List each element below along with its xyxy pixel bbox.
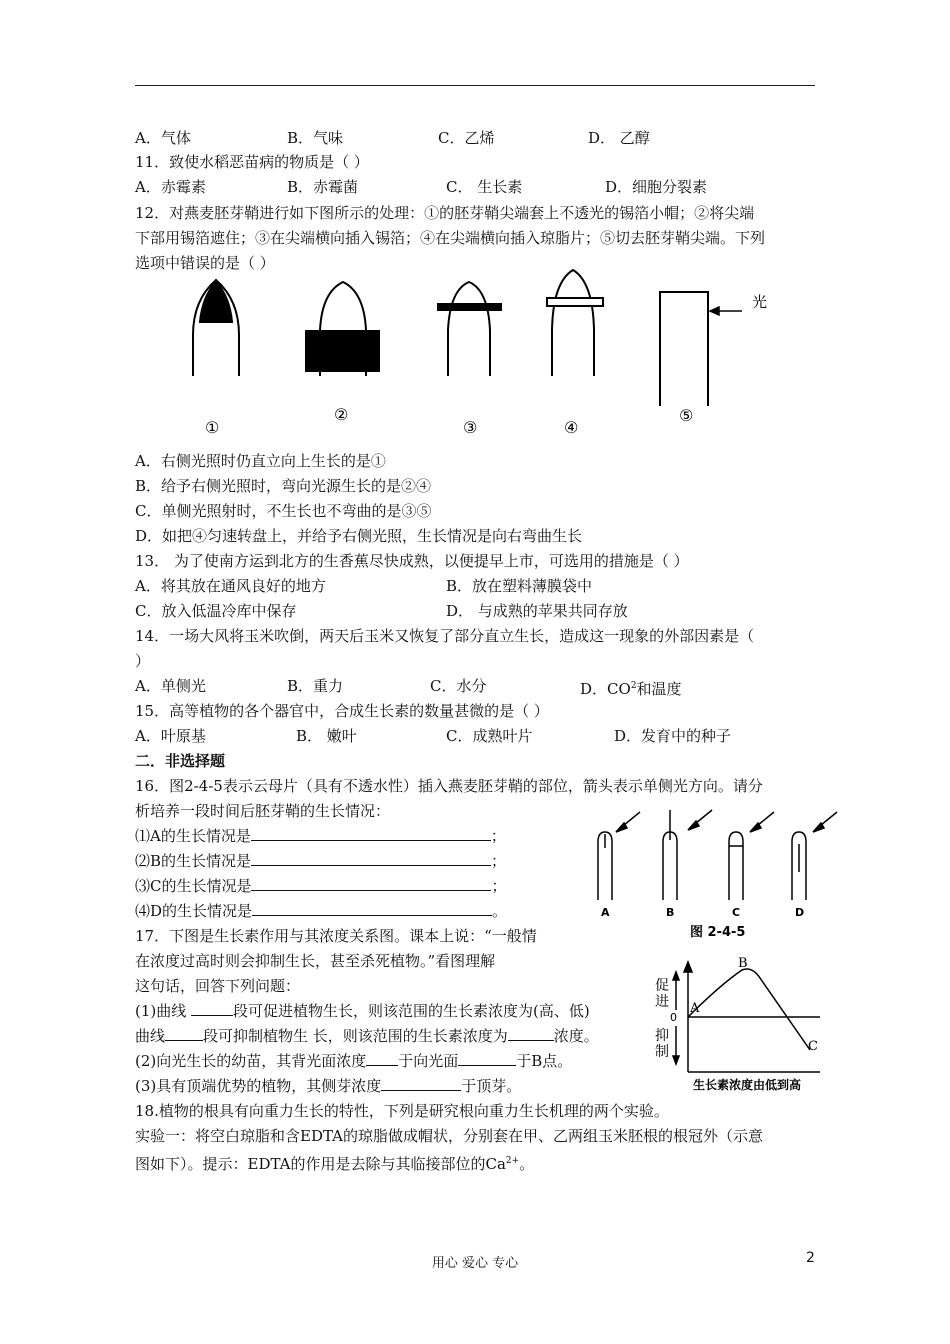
q12-option-c: C．单侧光照射时，不生长也不弯曲的是③⑤ [135, 502, 432, 520]
q16-item-a-end: ； [490, 827, 506, 845]
q17-p3a: (3)具有顶端优势的植物，其侧芽浓度 [135, 1077, 382, 1095]
q14-option-a: A．单侧光 [135, 677, 206, 695]
q14-option-c: C．水分 [430, 677, 487, 695]
q17-p1d: 段可抑制植物生 长，则该范围的生长素浓度为 [203, 1027, 508, 1045]
q17-p2a: (2)向光生长的幼苗，其背光面浓度 [135, 1052, 367, 1070]
q11-option-b: B．赤霉菌 [287, 178, 359, 196]
figure-label-3: ③ [463, 418, 478, 437]
q13-option-b: B．放在塑料薄膜袋中 [446, 577, 593, 595]
q12-option-b: B．给予右侧光照时，弯向光源生长的是②④ [135, 477, 432, 495]
figure-label-5: ⑤ [679, 406, 694, 425]
ca-superscript: 2+ [505, 1156, 520, 1166]
q17-p1b: 段可促进植物生长，则该范围的生长素浓度为(高、低) [233, 1002, 590, 1020]
fig-letter-b: B [666, 906, 675, 919]
fig-caption: 图 2-4-5 [690, 925, 746, 940]
q15-option-c: C．成熟叶片 [446, 727, 533, 745]
figure-label-1: ① [205, 418, 220, 437]
q17-p3b: 于顶芽。 [461, 1077, 522, 1095]
q15-option-d: D．发育中的种子 [614, 727, 732, 745]
q16-stem-line1: 16．图2-4-5表示云母片（具有不透水性）插入燕麦胚芽鞘的部位，箭头表示单侧光方向。请分 [135, 777, 763, 795]
q17-p1a: (1)曲线 [135, 1002, 192, 1020]
q15-stem: 15．高等植物的各个器官中，合成生长素的数量甚微的是（ ） [135, 702, 549, 720]
q14-option-d-tail: 和温度 [636, 680, 682, 698]
q12-stem-line2: 下部用锡箔遮住；③在尖端横向插入锡箔；④在尖端横向插入琼脂片；⑤切去胚芽鞘尖端。下列 [135, 229, 766, 247]
q10-option-c: C．乙烯 [438, 129, 495, 147]
q15-option-b: B． 嫩叶 [296, 727, 357, 745]
graph-inhibit-label-1: 抑 [655, 1028, 669, 1044]
graph-promote-label-2: 进 [655, 994, 669, 1010]
q18-line3-text: 图如下）。提示：EDTA的作用是去除与其临接部位的Ca [135, 1155, 506, 1173]
q17-p2b: 于向光面 [398, 1052, 459, 1070]
q18-line1: 18.植物的根具有向重力生长的特性，下列是研究根向重力生长机理的两个实验。 [135, 1102, 669, 1120]
q18-line2: 实验一：将空白琼脂和含EDTA的琼脂做成帽状，分别套在甲、乙两组玉米胚根的根冠外（示意 [135, 1127, 763, 1145]
section-title: 二．非选择题 [135, 752, 226, 770]
q11-option-d: D．细胞分裂素 [605, 178, 708, 196]
page-number: 2 [806, 1250, 815, 1266]
graph-point-a: A [690, 1001, 700, 1016]
q16-item-d-label: ⑷D的生长情况是 [135, 902, 253, 920]
page-footer: 用心 爱心 专心 [431, 1256, 519, 1271]
q16-item-b-end: ； [491, 852, 507, 870]
q16-item-c-end: ； [491, 877, 507, 895]
q14-option-d-text: D．CO [580, 680, 631, 698]
q14-option-b: B．重力 [287, 677, 344, 695]
q11-option-c: C． 生长素 [446, 178, 523, 196]
q13-stem: 13． 为了使南方运到北方的生香蕉尽快成熟，以便提早上市，可选用的措施是（ ） [135, 552, 689, 570]
fig-letter-d: D [795, 906, 805, 919]
q10-option-b: B．气味 [287, 129, 344, 147]
q13-option-c: C．放入低温冷库中保存 [135, 602, 297, 620]
q18-line3-end: 。 [519, 1155, 535, 1173]
q17-p2c: 于B点。 [516, 1052, 573, 1070]
graph-point-b: B [738, 956, 748, 971]
q11-stem: 11．致使水稻恶苗病的物质是（ ） [135, 153, 369, 171]
q12-stem-line3: 选项中错误的是（ ） [135, 254, 275, 272]
q13-option-d: D． 与成熟的苹果共同存放 [446, 602, 628, 620]
q16-item-a-label: ⑴A的生长情况是 [135, 827, 251, 845]
graph-zero-label: 0 [670, 1011, 677, 1024]
graph-promote-label-1: 促 [655, 978, 669, 994]
q17-line3: 这句话，回答下列问题： [135, 977, 301, 995]
fig-letter-a: A [601, 906, 610, 919]
co2-subscript: 2 [630, 681, 637, 691]
q18-line3 [135, 1151, 534, 1174]
q12-stem-line1: 12．对燕麦胚芽鞘进行如下图所示的处理：①的胚芽鞘尖端套上不透光的锡箔小帽；②将尖端 [135, 204, 755, 222]
q15-option-a: A．叶原基 [135, 727, 206, 745]
q16-item-c-label: ⑶C的生长情况是 [135, 877, 252, 895]
graph-point-c: C [808, 1039, 818, 1054]
q16-item-d-end: 。 [492, 902, 508, 920]
q10-option-d: D． 乙醇 [588, 129, 650, 147]
q12-option-d: D．如把④匀速转盘上，并给予右侧光照，生长情况是向右弯曲生长 [135, 527, 583, 545]
q17-p1c: 曲线 [135, 1027, 166, 1045]
q17-line1: 17．下图是生长素作用与其浓度关系图。课本上说：“一般情 [135, 927, 537, 945]
graph-inhibit-label-2: 制 [655, 1044, 669, 1060]
q10-option-a: A．气体 [135, 129, 191, 147]
q16-stem-line2: 析培养一段时间后胚芽鞘的生长情况： [135, 802, 391, 820]
q16-item-b-label: ⑵B的生长情况是 [135, 852, 252, 870]
q17-line2: 在浓度过高时则会抑制生长，甚至杀死植物。”看图理解 [135, 952, 496, 970]
q14-stem-line1: 14．一场大风将玉米吹倒，两天后玉米又恢复了部分直立生长，造成这一现象的外部因素是（ [135, 627, 755, 645]
figure-label-2: ② [334, 405, 349, 424]
q13-option-a: A．将其放在通风良好的地方 [135, 577, 326, 595]
q17-p1e: 浓度。 [553, 1027, 599, 1045]
fig-letter-c: C [732, 906, 741, 919]
q12-option-a: A．右侧光照时仍直立向上生长的是① [135, 452, 386, 470]
q14-stem-line2: ） [135, 652, 151, 670]
q11-option-a: A．赤霉素 [135, 178, 206, 196]
graph-x-label: 生长素浓度由低到高 [693, 1078, 802, 1092]
light-label: 光 [752, 293, 768, 311]
figure-label-4: ④ [564, 418, 579, 437]
